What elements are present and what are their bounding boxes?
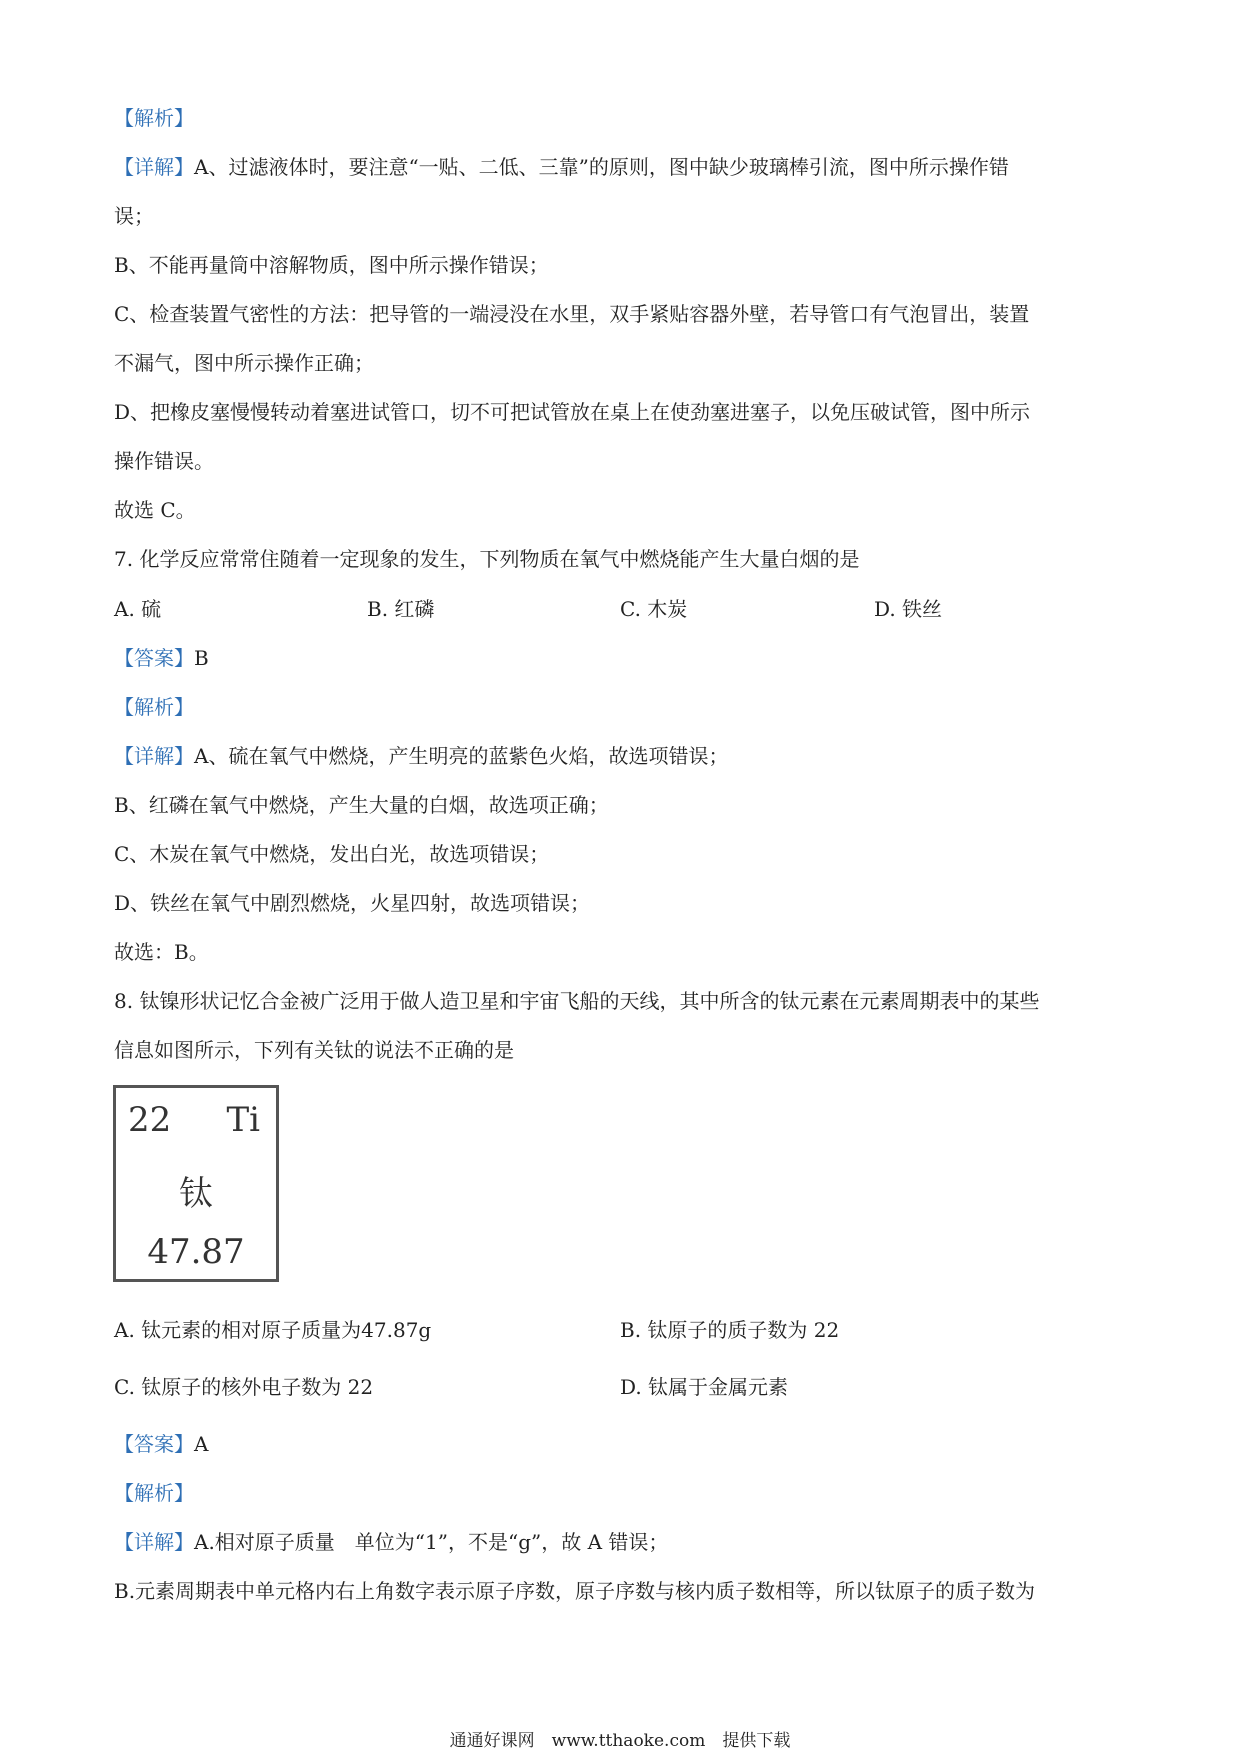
q7-option-b: B. 红磷 (367, 597, 435, 621)
text-line (114, 300, 1029, 328)
line-text: 操作错误。 (114, 449, 214, 473)
q8-option-d: D. 钛属于金属元素 (620, 1375, 789, 1399)
text-line (114, 251, 549, 279)
text-line (114, 447, 214, 475)
section-tag: 【答案】 (114, 1432, 194, 1456)
text-line (114, 104, 194, 132)
periodic-element-cell (113, 1085, 279, 1282)
line-text: C、木炭在氧气中燃烧，发出白光，故选项错误； (114, 842, 550, 866)
section-tag: 【解析】 (114, 106, 194, 130)
q8-option-c: C. 钛原子的核外电子数为 22 (114, 1375, 374, 1399)
q7-option-c: C. 木炭 (620, 597, 688, 621)
text-line (114, 1036, 514, 1064)
text-line (114, 791, 609, 819)
text-line (114, 349, 374, 377)
line-text: 误； (114, 204, 154, 228)
text-line (114, 202, 154, 230)
q8-option-a: A. 钛元素的相对原子质量为47.87g (114, 1318, 432, 1342)
text-line (114, 1577, 1035, 1605)
section-tag: 【答案】 (114, 646, 194, 670)
line-text: A、过滤液体时，要注意“一贴、二低、三靠”的原则，图中缺少玻璃棒引流，图中所示操作错 (194, 155, 1009, 179)
text-line (114, 693, 194, 721)
text-line (114, 1528, 668, 1556)
element-symbol: Ti (226, 1100, 260, 1140)
q7-option-d: D. 铁丝 (874, 597, 943, 621)
line-text: 不漏气，图中所示操作正确； (114, 351, 374, 375)
text-line (114, 1430, 208, 1458)
atomic-number: 22 (128, 1100, 172, 1140)
line-text: C、检查装置气密性的方法：把导管的一端浸没在水里，双手紧贴容器外壁，若导管口有气泡冒出，装置 (114, 302, 1030, 326)
text-line (114, 987, 1039, 1015)
text-line (114, 153, 1009, 181)
section-tag: 【解析】 (114, 695, 194, 719)
text-line (114, 889, 590, 917)
section-tag: 【详解】 (114, 155, 194, 179)
atomic-mass: 47.87 (147, 1232, 245, 1272)
line-text: D、把橡皮塞慢慢转动着塞进试管口，切不可把试管放在桌上在使劲塞进塞子，以免压破试管，图中所示 (114, 400, 1031, 424)
page-footer: 通通好课网 www.tthaoke.com 提供下载 (449, 1731, 791, 1751)
line-text: 8. 钛镍形状记忆合金被广泛用于做人造卫星和宇宙飞船的天线，其中所含的钛元素在元素周期表中的某些 (114, 989, 1040, 1013)
section-tag: 【详解】 (114, 1530, 194, 1554)
line-text: B.元素周期表中单元格内右上角数字表示原子序数，原子序数与核内质子数相等，所以钛原子的质子数为 (114, 1579, 1036, 1603)
element-name: 钛 (179, 1174, 213, 1214)
line-text: D、铁丝在氧气中剧烈燃烧，火星四射，故选项错误； (114, 891, 591, 915)
section-tag: 【解析】 (114, 1481, 194, 1505)
line-text: 故选 C。 (114, 498, 196, 522)
text-line (114, 742, 728, 770)
q8-option-b: B. 钛原子的质子数为 22 (620, 1318, 840, 1342)
text-line (114, 938, 209, 966)
line-text: A、硫在氧气中燃烧，产生明亮的蓝紫色火焰，故选项错误； (194, 744, 729, 768)
text-line (114, 644, 209, 672)
section-tag: 【详解】 (114, 744, 194, 768)
line-text: 信息如图所示，下列有关钛的说法不正确的是 (114, 1038, 514, 1062)
text-line (114, 840, 549, 868)
line-text: 7. 化学反应常常住随着一定现象的发生，下列物质在氧气中燃烧能产生大量白烟的是 (114, 547, 860, 571)
text-line (114, 398, 1030, 426)
line-text: A (194, 1432, 209, 1456)
line-text: B (194, 646, 209, 670)
line-text: 故选：B。 (114, 940, 209, 964)
text-line (114, 1479, 194, 1507)
line-text: A.相对原子质量 单位为“1”，不是“g”，故 A 错误； (194, 1530, 669, 1554)
line-text: B、红磷在氧气中燃烧，产生大量的白烟，故选项正确； (114, 793, 609, 817)
q7-option-a: A. 硫 (114, 597, 162, 621)
text-line (114, 496, 196, 524)
line-text: B、不能再量筒中溶解物质，图中所示操作错误； (114, 253, 549, 277)
text-line (114, 545, 859, 573)
